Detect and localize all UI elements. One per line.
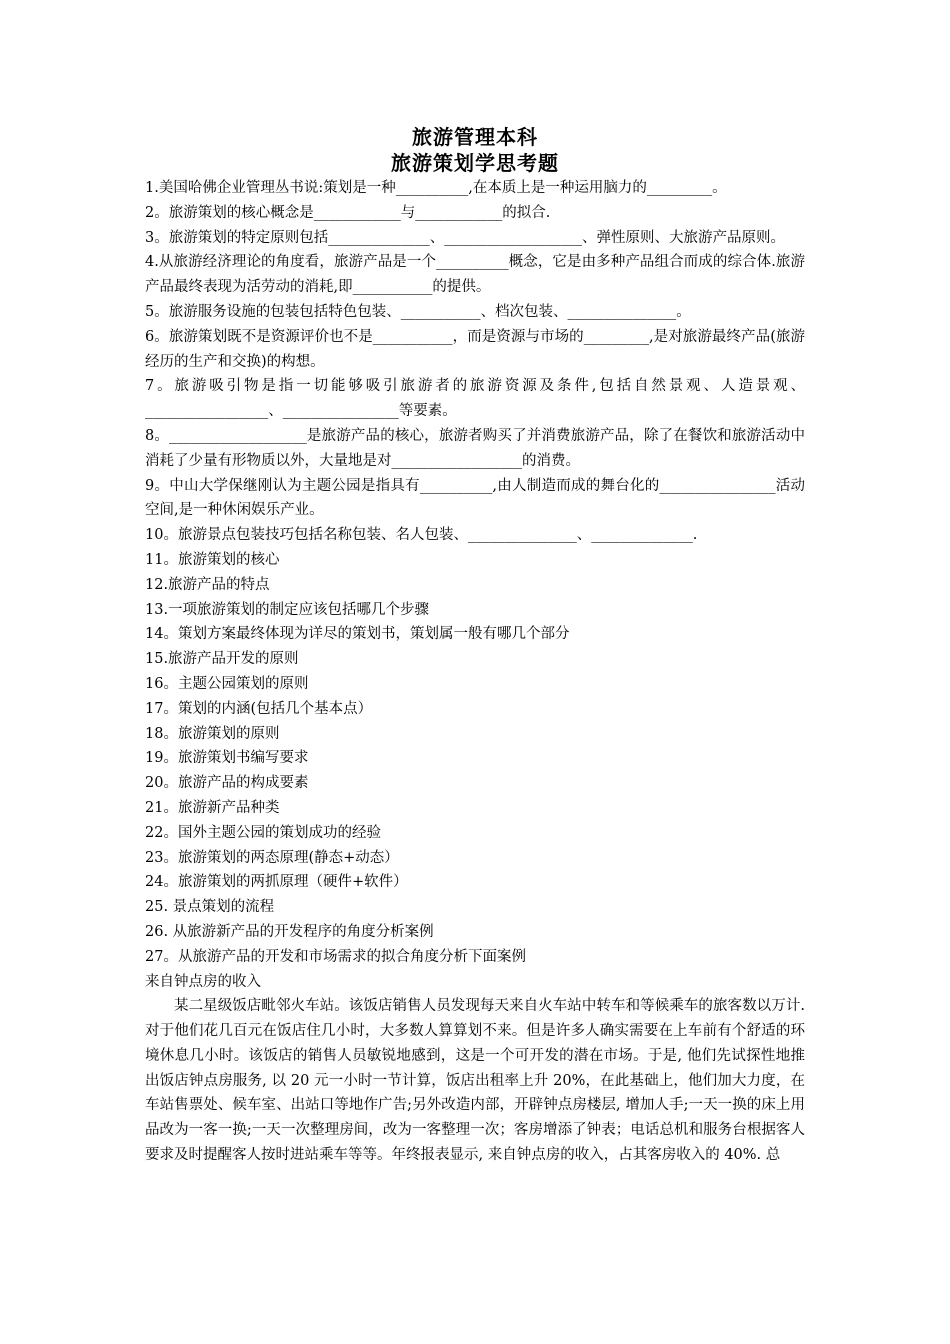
- question-19: 19。旅游策划书编写要求: [145, 750, 309, 767]
- case-title: 来自钟点房的收入: [145, 973, 261, 990]
- question-5: 5。旅游服务设施的包装包括特色包装、___________、档次包装、_______________。: [145, 303, 691, 320]
- question-15: 15.旅游产品开发的原则: [145, 651, 299, 668]
- question-13: 13.一项旅游策划的制定应该包括哪几个步骤: [145, 601, 430, 618]
- question-24: 24。旅游策划的两抓原理（硬件+软件）: [145, 874, 408, 891]
- question-8: 8。___________________是旅游产品的核心，旅游者购买了并消费旅游产品，除了在餐饮和旅游活动中消耗了少量有形物质以外，大量地是对__________________的消费。: [145, 427, 805, 469]
- question-16: 16。主题公园策划的原则: [145, 675, 309, 692]
- document-title-line2: 旅游策划学思考题: [391, 151, 559, 175]
- question-14: 14。策划方案最终体现为详尽的策划书，策划属一般有哪几个部分: [145, 626, 570, 643]
- question-26: 26. 从旅游新产品的开发程序的角度分析案例: [145, 923, 434, 940]
- question-3: 3。旅游策划的特定原则包括______________、___________________、弹性原则、大旅游产品原则。: [145, 229, 785, 246]
- question-7: 7。旅游吸引物是指一切能够吸引旅游者的旅游资源及条件,包括自然景观、人造景观、_________________、________________等要素。: [145, 378, 805, 420]
- question-23: 23。旅游策划的两态原理(静态+动态）: [145, 849, 399, 866]
- question-4: 4.从旅游经济理论的角度看，旅游产品是一个__________概念，它是由多种产品组合而成的综合体.旅游产品最终表现为活劳动的消耗,即___________的提供。: [145, 254, 805, 296]
- document-title-line1: 旅游管理本科: [412, 125, 538, 149]
- question-11: 11。旅游策划的核心: [145, 551, 280, 568]
- question-27: 27。从旅游产品的开发和市场需求的拟合角度分析下面案例: [145, 948, 526, 965]
- question-21: 21。旅游新产品种类: [145, 799, 280, 816]
- question-6: 6。旅游策划既不是资源评价也不是___________，而是资源与市场的_________,是对旅游最终产品(旅游经历的生产和交换)的构想。: [145, 328, 805, 370]
- question-10: 10。旅游景点包装技巧包括名称包装、名人包装、_______________、______________.: [145, 527, 698, 544]
- question-12: 12.旅游产品的特点: [145, 576, 270, 593]
- title-block: [0, 124, 950, 176]
- question-18: 18。旅游策划的原则: [145, 725, 280, 742]
- question-20: 20。旅游产品的构成要素: [145, 775, 309, 792]
- question-17: 17。策划的内涵(包括几个基本点）: [145, 700, 373, 717]
- question-25: 25. 景点策划的流程: [145, 899, 275, 916]
- question-22: 22。国外主题公园的策划成功的经验: [145, 824, 381, 841]
- question-1: 1.美国哈佛企业管理丛书说:策划是一种__________,在本质上是一种运用脑力的_________。: [145, 180, 727, 196]
- case-text: 某二星级饭店毗邻火车站。该饭店销售人员发现每天来自火车站中转车和等候乘车的旅客数以万计. 对于他们花几百元在饭店住几小时，大多数人算算划不来。但是许多人确实需要在上车前有个舒适的环境休息几小时。该饭店的销售人员敏锐地感到，这是一个可开发的潜在市场。于是, 他们先试探性地推出饭店钟点房服务, 以 20 元一小时一节计算，饭店出租率上升 20%，在此基础上，他们加大力度，在车站售票处、候车室、出站口等地作广告;另外改造内部，开辟钟点房楼层, 增加人手;一天一换的床上用品改为一客一换;一天一次整理房间，改为一客整理一次；客房增添了钟表；电话总机和服务台根据客人要求及时提醒客人按时进站乘车等等。年终报表显示, 来自钟点房的收入，占其客房收入的 40%. 总: [145, 998, 805, 1164]
- question-2: 2。旅游策划的核心概念是____________与____________的拟合.: [145, 204, 551, 221]
- question-9: 9。中山大学保继刚认为主题公园是指具有__________,由人制造而成的舞台化的________________活动空间,是一种休闲娱乐产业。: [145, 477, 805, 519]
- document-body: [145, 176, 805, 1168]
